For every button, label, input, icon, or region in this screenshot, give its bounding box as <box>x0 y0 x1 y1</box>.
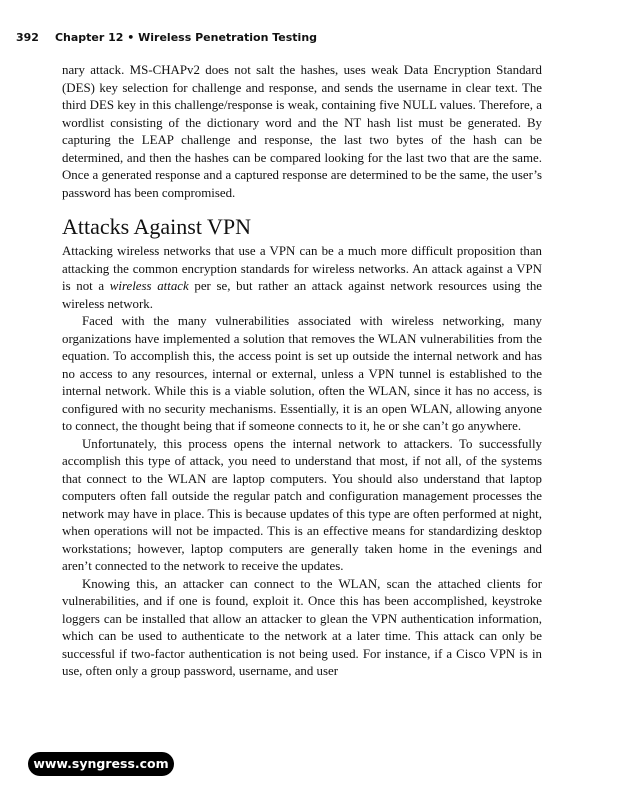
page-number: 392 <box>16 31 39 44</box>
intro-paragraph: nary attack. MS-CHAPv2 does not salt the hashes, uses weak Data Encryption Standard (DES) key selection for challenge and response, and sends the username in clear text. The third DES key in this challenge/response is weak, containing five NULL values. Therefore, a wordlist consisting of the dictionary word and the NT hash list must be generated. By capturing the LEAP challenge and response, the last two bytes of the hash can be determined, and then the hashes can be compared looking for the last two that are the same. Once a generated response and a captured response are determined to be the same, the user’s password has been compromised. <box>62 63 542 200</box>
paragraph-2: Faced with the many vulnerabilities associated with wireless networking, many organizations have implemented a solution that removes the WLAN vulnerabilities from the equation. To accomplish this, the access point is set up outside the internal network and has no access to any resources, internal or external, unless a VPN tunnel is established to the internal network. While this is a viable solution, often the WLAN, since it has no access, is configured with no security mechanisms. Essentially, it is an open WLAN, allowing anyone to connect, the thought being that if someone connects to it, he or she can’t go anywhere. <box>62 314 542 433</box>
chapter-title: Chapter 12 • Wireless Penetration Testing <box>54 31 318 44</box>
paragraph-1-text-a: Attacking wireless networks that use a VPN can be a much more difficult proposition than attacking the common encryption standards for wireless networks. An attack against a VPN is not a <box>62 244 542 293</box>
paragraph-1-emphasis: wireless attack <box>109 279 189 293</box>
section-heading: Attacks Against VPN <box>62 214 252 239</box>
publisher-url-badge[interactable]: www.syngress.com <box>28 752 174 776</box>
page-body <box>62 62 542 681</box>
running-header <box>16 31 317 44</box>
paragraph-4: Knowing this, an attacker can connect to the WLAN, scan the attached clients for vulnerabilities, and if one is found, exploit it. Once this has been accomplished, keystroke loggers can be installed that allow an attacker to glean the VPN authentication information, which can be used to authenticate to the network at a later time. This attack can only be successful if two-factor authentication is not being used. For instance, if a Cisco VPN is in use, often only a group password, username, and user <box>62 576 542 678</box>
paragraph-1 <box>62 243 542 313</box>
paragraph-3: Unfortunately, this process opens the internal network to attackers. To successfully accomplish this type of attack, you need to understand that most, if not all, of the systems that connect to the WLAN are laptop computers. You should also understand that laptop computers often fall outside the regular patch and configuration management processes the network may have in place. This is because updates of this type are often performed at night, when operations will not be impacted. This is an effective means for standardizing desktop workstations; however, laptop computers are generally taken home in the evenings and aren’t connected to the network to receive the updates. <box>62 436 542 573</box>
paragraph-1-text-b: per se, but rather an attack against network resources using the wireless network. <box>62 279 542 311</box>
